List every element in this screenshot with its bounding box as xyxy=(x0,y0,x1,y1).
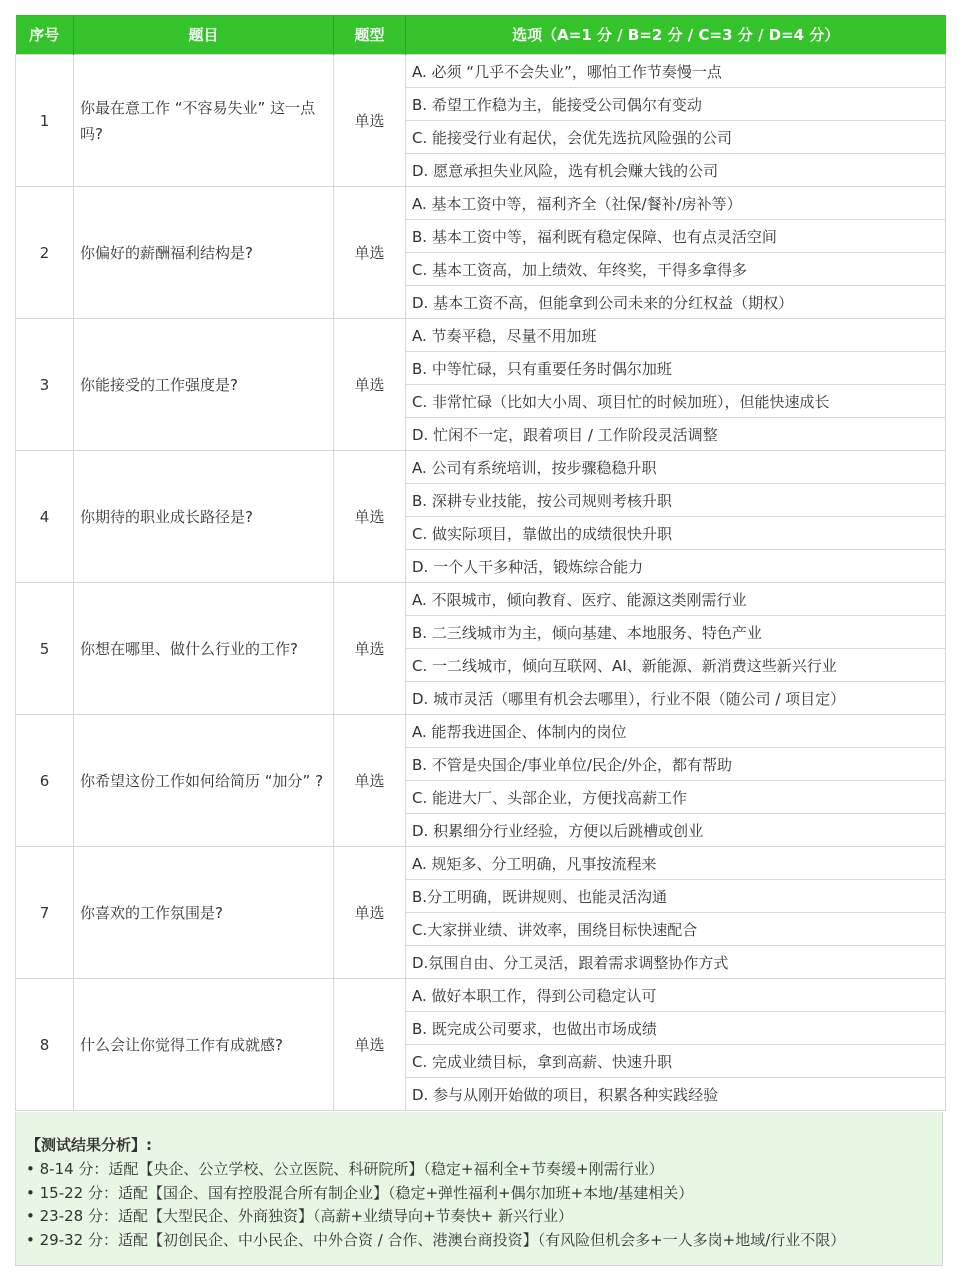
question-text: 你想在哪里、做什么行业的工作? xyxy=(74,583,334,715)
option-item: A. 基本工资中等，福利齐全（社保/餐补/房补等） xyxy=(406,187,946,220)
question-number: 3 xyxy=(16,319,74,451)
question-type: 单选 xyxy=(334,979,406,1111)
table-row xyxy=(16,451,946,484)
option-item: A. 必须 “几乎不会失业”，哪怕工作节奏慢一点 xyxy=(406,55,946,88)
header-no: 序号 xyxy=(16,15,74,55)
question-number: 6 xyxy=(16,715,74,847)
option-item: A. 做好本职工作，得到公司稳定认可 xyxy=(406,979,946,1012)
option-item: B.分工明确，既讲规则、也能灵活沟通 xyxy=(406,880,946,913)
option-item: C.大家拼业绩、讲效率，围绕目标快速配合 xyxy=(406,913,946,946)
option-item: B. 既完成公司要求，也做出市场成绩 xyxy=(406,1012,946,1045)
question-number: 5 xyxy=(16,583,74,715)
question-text: 你偏好的薪酬福利结构是? xyxy=(74,187,334,319)
option-item: D. 一个人干多种活，锻炼综合能力 xyxy=(406,550,946,583)
table-row xyxy=(16,55,946,88)
option-item: C. 非常忙碌（比如大小周、项目忙的时候加班），但能快速成长 xyxy=(406,385,946,418)
question-text: 你期待的职业成长路径是? xyxy=(74,451,334,583)
option-item: C. 能进大厂、头部企业，方便找高薪工作 xyxy=(406,781,946,814)
table-header-row xyxy=(16,15,946,55)
question-type: 单选 xyxy=(334,715,406,847)
table-row xyxy=(16,583,946,616)
question-number: 1 xyxy=(16,55,74,187)
option-item: D. 忙闲不一定，跟着项目 / 工作阶段灵活调整 xyxy=(406,418,946,451)
option-item: A. 能帮我进国企、体制内的岗位 xyxy=(406,715,946,748)
summary-title: 【测试结果分析】: xyxy=(26,1136,152,1154)
question-type: 单选 xyxy=(334,583,406,715)
option-item: B. 不管是央国企/事业单位/民企/外企，都有帮助 xyxy=(406,748,946,781)
option-item: C. 一二线城市，倾向互联网、AI、新能源、新消费这些新兴行业 xyxy=(406,649,946,682)
option-item: B. 深耕专业技能，按公司规则考核升职 xyxy=(406,484,946,517)
header-type: 题型 xyxy=(334,15,406,55)
question-number: 4 xyxy=(16,451,74,583)
question-text: 你喜欢的工作氛围是? xyxy=(74,847,334,979)
table-row xyxy=(16,979,946,1012)
option-item: B. 二三线城市为主，倾向基建、本地服务、特色产业 xyxy=(406,616,946,649)
option-item: D. 基本工资不高，但能拿到公司未来的分红权益（期权） xyxy=(406,286,946,319)
option-item: B. 中等忙碌，只有重要任务时偶尔加班 xyxy=(406,352,946,385)
option-item: D.氛围自由、分工灵活，跟着需求调整协作方式 xyxy=(406,946,946,979)
table-row xyxy=(16,715,946,748)
option-item: A. 规矩多、分工明确，凡事按流程来 xyxy=(406,847,946,880)
header-options: 选项（A=1 分 / B=2 分 / C=3 分 / D=4 分） xyxy=(406,15,946,55)
summary-line: • 29-32 分：适配【初创民企、中小民企、中外合资 / 合作、港澳台商投资】（有风险但机会多+一人多岗+地域/行业不限） xyxy=(26,1231,846,1249)
question-number: 7 xyxy=(16,847,74,979)
table-row xyxy=(16,319,946,352)
option-item: D. 参与从刚开始做的项目，积累各种实践经验 xyxy=(406,1078,946,1111)
question-type: 单选 xyxy=(334,55,406,187)
question-number: 8 xyxy=(16,979,74,1111)
question-text: 你希望这份工作如何给简历 “加分” ? xyxy=(74,715,334,847)
question-text: 什么会让你觉得工作有成就感? xyxy=(74,979,334,1111)
table-row xyxy=(16,847,946,880)
option-item: B. 基本工资中等，福利既有稳定保障、也有点灵活空间 xyxy=(406,220,946,253)
option-item: C. 做实际项目，靠做出的成绩很快升职 xyxy=(406,517,946,550)
option-item: C. 完成业绩目标，拿到高薪、快速升职 xyxy=(406,1045,946,1078)
option-item: D. 愿意承担失业风险，选有机会赚大钱的公司 xyxy=(406,154,946,187)
result-analysis xyxy=(15,1112,943,1266)
question-type: 单选 xyxy=(334,319,406,451)
option-item: C. 基本工资高，加上绩效、年终奖，干得多拿得多 xyxy=(406,253,946,286)
question-type: 单选 xyxy=(334,187,406,319)
question-type: 单选 xyxy=(334,847,406,979)
summary-line: • 8-14 分：适配【央企、公立学校、公立医院、科研院所】（稳定+福利全+节奏缓+刚需行业） xyxy=(26,1160,664,1178)
option-item: D. 积累细分行业经验，方便以后跳槽或创业 xyxy=(406,814,946,847)
option-item: A. 节奏平稳，尽量不用加班 xyxy=(406,319,946,352)
summary-line: • 23-28 分：适配【大型民企、外商独资】（高薪+业绩导向+节奏快+ 新兴行业） xyxy=(26,1207,573,1225)
option-item: D. 城市灵活（哪里有机会去哪里），行业不限（随公司 / 项目定） xyxy=(406,682,946,715)
question-type: 单选 xyxy=(334,451,406,583)
option-item: B. 希望工作稳为主，能接受公司偶尔有变动 xyxy=(406,88,946,121)
header-question: 题目 xyxy=(74,15,334,55)
question-text: 你能接受的工作强度是? xyxy=(74,319,334,451)
summary-line: • 15-22 分：适配【国企、国有控股混合所有制企业】（稳定+弹性福利+偶尔加班+本地/基建相关） xyxy=(26,1184,694,1202)
option-item: A. 不限城市，倾向教育、医疗、能源这类刚需行业 xyxy=(406,583,946,616)
quiz-table xyxy=(15,15,946,1111)
option-item: C. 能接受行业有起伏，会优先选抗风险强的公司 xyxy=(406,121,946,154)
option-item: A. 公司有系统培训，按步骤稳稳升职 xyxy=(406,451,946,484)
question-number: 2 xyxy=(16,187,74,319)
table-row xyxy=(16,187,946,220)
question-text: 你最在意工作 “不容易失业” 这一点吗? xyxy=(74,55,334,187)
